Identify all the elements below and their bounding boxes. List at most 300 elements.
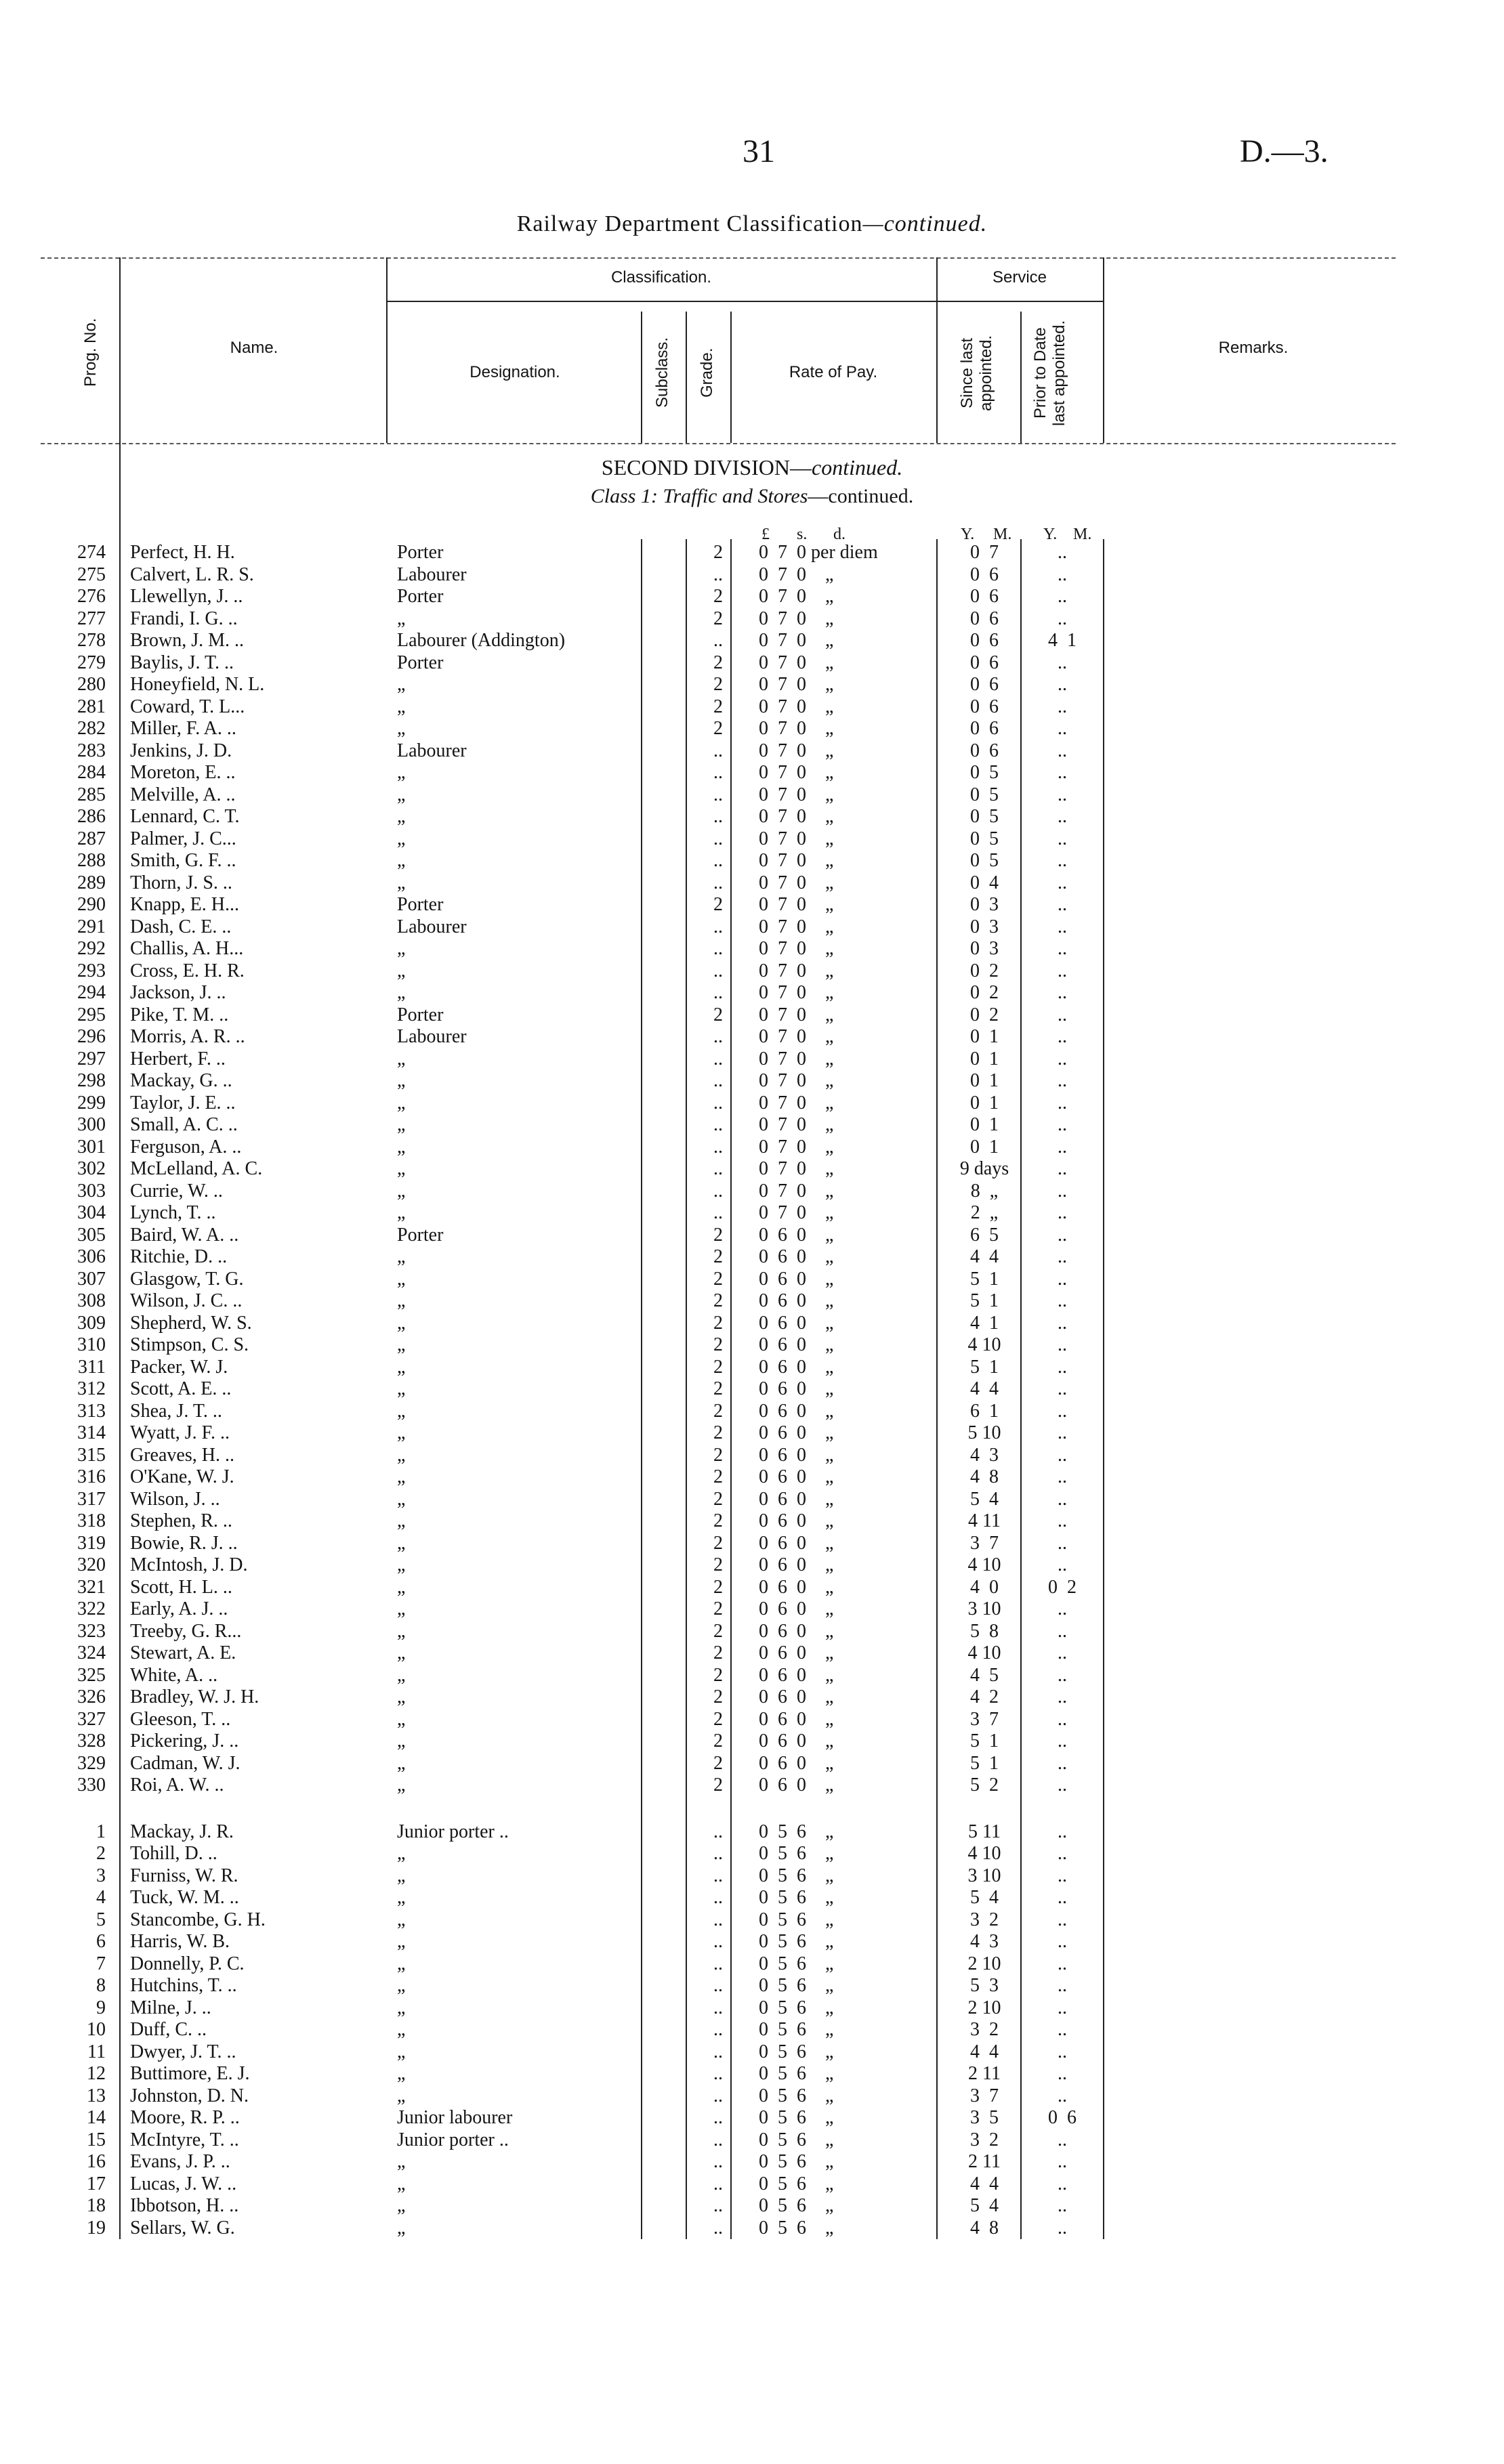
service-since-last: 3 2 bbox=[970, 2019, 999, 2040]
grade: 2 bbox=[713, 1686, 723, 1707]
employee-name: Johnston, D. N. bbox=[130, 2085, 249, 2106]
rate-of-pay: 0 6 0 „ bbox=[759, 1730, 834, 1751]
prog-number: 285 bbox=[77, 784, 106, 805]
employee-name: Cadman, W. J. bbox=[130, 1752, 241, 1774]
service-prior: .. bbox=[1058, 1997, 1067, 2018]
service-since-last: 4 10 bbox=[967, 1554, 1001, 1575]
prog-number: 323 bbox=[77, 1620, 106, 1642]
rate-of-pay: 0 7 0 „ bbox=[759, 982, 834, 1003]
rate-of-pay: 0 6 0 „ bbox=[759, 1246, 834, 1267]
designation: „ bbox=[397, 1290, 406, 1311]
service-prior: .. bbox=[1058, 1843, 1067, 1864]
rate-of-pay: 0 6 0 „ bbox=[759, 1444, 834, 1466]
designation: „ bbox=[397, 1843, 406, 1864]
service-prior: .. bbox=[1058, 1114, 1067, 1135]
rate-of-pay: 0 7 0 „ bbox=[759, 1114, 834, 1135]
prog-number: 303 bbox=[77, 1180, 106, 1202]
prog-number: 319 bbox=[77, 1532, 106, 1554]
service-since-last: 5 4 bbox=[970, 1488, 999, 1510]
service-prior: .. bbox=[1058, 2217, 1067, 2238]
rate-of-pay: 0 7 0 „ bbox=[759, 1070, 834, 1091]
rate-of-pay-header: Rate of Pay. bbox=[789, 363, 878, 381]
service-since-last: 0 7 bbox=[970, 542, 999, 563]
prog-number: 277 bbox=[77, 608, 106, 629]
service-since-last: 0 5 bbox=[970, 850, 999, 871]
prog-number: 300 bbox=[77, 1114, 106, 1135]
service-prior: .. bbox=[1058, 1224, 1067, 1246]
rule-service-remarks bbox=[1103, 257, 1104, 443]
employee-name: Shepherd, W. S. bbox=[130, 1312, 252, 1334]
prog-number: 15 bbox=[87, 2129, 106, 2150]
prog-number: 3 bbox=[96, 1865, 106, 1886]
employee-name: Scott, H. L. .. bbox=[130, 1576, 232, 1598]
designation: „ bbox=[397, 1620, 406, 1642]
designation: Porter bbox=[397, 542, 444, 563]
service-prior: .. bbox=[1058, 2085, 1067, 2106]
unit-months-since: M. bbox=[993, 526, 1012, 543]
service-since-last: 4 2 bbox=[970, 1686, 999, 1707]
grade: .. bbox=[713, 872, 723, 893]
rate-of-pay: 0 6 0 „ bbox=[759, 1708, 834, 1730]
division-heading bbox=[379, 455, 1125, 480]
unit-shillings: s. bbox=[797, 526, 808, 543]
rate-of-pay: 0 7 0 „ bbox=[759, 586, 834, 607]
prog-number: 5 bbox=[96, 1909, 106, 1930]
service-since-last: 3 7 bbox=[970, 2085, 999, 2106]
service-since-last: 0 1 bbox=[970, 1114, 999, 1135]
table-row bbox=[0, 806, 1504, 828]
employee-name: Duff, C. .. bbox=[130, 2019, 207, 2040]
designation: „ bbox=[397, 1246, 406, 1267]
table-row bbox=[0, 872, 1504, 894]
grade: 2 bbox=[713, 608, 723, 629]
employee-name: White, A. .. bbox=[130, 1664, 218, 1686]
service-prior: .. bbox=[1058, 1554, 1067, 1575]
designation: „ bbox=[397, 718, 406, 739]
prog-number: 288 bbox=[77, 850, 106, 871]
employee-name: Ferguson, A. .. bbox=[130, 1136, 242, 1157]
grade: .. bbox=[713, 1909, 723, 1930]
grade: 2 bbox=[713, 674, 723, 695]
service-prior: .. bbox=[1058, 1290, 1067, 1311]
service-prior: .. bbox=[1058, 1334, 1067, 1355]
table-row bbox=[0, 1334, 1504, 1356]
table-row bbox=[0, 1775, 1504, 1796]
prog-number: 314 bbox=[77, 1422, 106, 1443]
grade: 2 bbox=[713, 1775, 723, 1796]
prog-number: 299 bbox=[77, 1092, 106, 1113]
prog-number: 293 bbox=[77, 960, 106, 981]
designation: „ bbox=[397, 2173, 406, 2194]
rate-of-pay: 0 6 0 „ bbox=[759, 1422, 834, 1443]
service-prior: .. bbox=[1058, 1378, 1067, 1399]
designation: „ bbox=[397, 1202, 406, 1223]
rule-service-under bbox=[936, 301, 1103, 302]
prog-number: 286 bbox=[77, 806, 106, 827]
table-row bbox=[0, 1181, 1504, 1202]
grade: 2 bbox=[713, 1730, 723, 1751]
rule-desig-sub bbox=[641, 312, 642, 443]
service-prior: .. bbox=[1058, 1642, 1067, 1663]
grade: .. bbox=[713, 982, 723, 1003]
designation: „ bbox=[397, 762, 406, 783]
table-row bbox=[0, 630, 1504, 652]
rate-of-pay: 0 6 0 „ bbox=[759, 1532, 834, 1554]
service-since-last: 0 3 bbox=[970, 916, 999, 937]
rate-of-pay: 0 5 6 „ bbox=[759, 1865, 834, 1886]
prog-number: 278 bbox=[77, 630, 106, 651]
grade: 2 bbox=[713, 1268, 723, 1290]
prog-number: 310 bbox=[77, 1334, 106, 1355]
table-row bbox=[0, 1730, 1504, 1752]
designation: „ bbox=[397, 982, 406, 1003]
employee-name: McIntosh, J. D. bbox=[130, 1554, 248, 1575]
designation: „ bbox=[397, 872, 406, 893]
prog-number: 279 bbox=[77, 652, 106, 673]
rate-of-pay: 0 7 0 „ bbox=[759, 1158, 834, 1179]
service-prior: .. bbox=[1058, 1444, 1067, 1466]
table-row bbox=[0, 1554, 1504, 1576]
service-since-last: 0 6 bbox=[970, 674, 999, 695]
designation: „ bbox=[397, 1378, 406, 1399]
grade: .. bbox=[713, 1114, 723, 1135]
service-prior: .. bbox=[1058, 938, 1067, 959]
service-prior: .. bbox=[1058, 1821, 1067, 1842]
prog-number: 282 bbox=[77, 718, 106, 739]
employee-name: Wyatt, J. F. .. bbox=[130, 1422, 230, 1443]
service-since-last: 0 4 bbox=[970, 872, 999, 893]
service-prior: .. bbox=[1058, 982, 1067, 1003]
table-row bbox=[0, 1313, 1504, 1334]
employee-name: Sellars, W. G. bbox=[130, 2217, 235, 2238]
rate-of-pay: 0 5 6 „ bbox=[759, 2151, 834, 2172]
designation: Junior porter .. bbox=[397, 1821, 509, 1842]
rate-of-pay: 0 5 6 „ bbox=[759, 2195, 834, 2216]
rate-of-pay: 0 7 0 „ bbox=[759, 894, 834, 915]
service-prior: .. bbox=[1058, 894, 1067, 915]
service-since-last: 0 2 bbox=[970, 982, 999, 1003]
grade: .. bbox=[713, 1975, 723, 1996]
rate-of-pay: 0 5 6 „ bbox=[759, 2129, 834, 2150]
table-row bbox=[0, 1953, 1504, 1975]
service-prior: .. bbox=[1058, 762, 1067, 783]
service-prior: .. bbox=[1058, 1953, 1067, 1974]
table-row bbox=[0, 1290, 1504, 1312]
service-prior: .. bbox=[1058, 1775, 1067, 1796]
designation: „ bbox=[397, 1268, 406, 1290]
grade: 2 bbox=[713, 1290, 723, 1311]
rate-of-pay: 0 6 0 „ bbox=[759, 1312, 834, 1334]
table-row bbox=[0, 2129, 1504, 2151]
grade: .. bbox=[713, 1953, 723, 1974]
service-prior: .. bbox=[1058, 1092, 1067, 1113]
service-prior: .. bbox=[1058, 828, 1067, 849]
rate-of-pay: 0 6 0 „ bbox=[759, 1554, 834, 1575]
rate-of-pay: 0 5 6 „ bbox=[759, 2063, 834, 2084]
designation: „ bbox=[397, 850, 406, 871]
prog-number: 313 bbox=[77, 1400, 106, 1422]
service-prior: .. bbox=[1058, 718, 1067, 739]
grade: 2 bbox=[713, 1400, 723, 1422]
prog-number: 312 bbox=[77, 1378, 106, 1399]
grade: .. bbox=[713, 2129, 723, 2150]
designation: Porter bbox=[397, 652, 444, 673]
designation: „ bbox=[397, 2019, 406, 2040]
service-prior: .. bbox=[1058, 1158, 1067, 1179]
service-since-last: 0 5 bbox=[970, 828, 999, 849]
service-since-last: 5 1 bbox=[970, 1752, 999, 1774]
rate-of-pay: 0 5 6 „ bbox=[759, 2019, 834, 2040]
service-since-last: 0 6 bbox=[970, 696, 999, 717]
employee-name: Bradley, W. J. H. bbox=[130, 1686, 259, 1707]
employee-name: Palmer, J. C... bbox=[130, 828, 236, 849]
class-name: Traffic and Stores bbox=[663, 485, 808, 507]
service-since-last: 4 1 bbox=[970, 1312, 999, 1334]
table-row bbox=[0, 718, 1504, 740]
designation: Labourer bbox=[397, 740, 467, 761]
grade: 2 bbox=[713, 1466, 723, 1487]
rate-of-pay: 0 6 0 „ bbox=[759, 1290, 834, 1311]
prog-number: 281 bbox=[77, 696, 106, 717]
prog-number: 291 bbox=[77, 916, 106, 937]
table-row bbox=[0, 1422, 1504, 1444]
designation: „ bbox=[397, 608, 406, 629]
designation: „ bbox=[397, 1400, 406, 1422]
employee-name: Pike, T. M. .. bbox=[130, 1004, 229, 1025]
table-row bbox=[0, 1975, 1504, 1997]
service-since-last: 0 2 bbox=[970, 1004, 999, 1025]
grade: .. bbox=[713, 2195, 723, 2216]
designation: Porter bbox=[397, 1004, 444, 1025]
grade: .. bbox=[713, 1026, 723, 1047]
designation: „ bbox=[397, 960, 406, 981]
prog-number: 280 bbox=[77, 674, 106, 695]
prog-number: 309 bbox=[77, 1312, 106, 1334]
employee-name: Smith, G. F. .. bbox=[130, 850, 236, 871]
designation: Porter bbox=[397, 894, 444, 915]
service-prior: .. bbox=[1058, 1887, 1067, 1908]
designation: „ bbox=[397, 1114, 406, 1135]
designation: „ bbox=[397, 1356, 406, 1378]
grade: .. bbox=[713, 2019, 723, 2040]
service-prior: .. bbox=[1058, 1400, 1067, 1422]
service-prior: .. bbox=[1058, 2063, 1067, 2084]
rate-of-pay: 0 7 0 „ bbox=[759, 1136, 834, 1157]
class-continued: —continued. bbox=[808, 485, 914, 507]
employee-name: Llewellyn, J. .. bbox=[130, 586, 243, 607]
rule-since-prior bbox=[1020, 312, 1022, 443]
service-prior: .. bbox=[1058, 916, 1067, 937]
table-row bbox=[0, 1246, 1504, 1268]
employee-name: Tohill, D. .. bbox=[130, 1843, 217, 1864]
service-since-last: 4 4 bbox=[970, 2173, 999, 2194]
prog-number: 10 bbox=[87, 2019, 106, 2040]
table-row bbox=[0, 1533, 1504, 1554]
grade: 2 bbox=[713, 1422, 723, 1443]
service-since-last: 0 1 bbox=[970, 1070, 999, 1091]
designation: „ bbox=[397, 1752, 406, 1774]
employee-name: Calvert, L. R. S. bbox=[130, 564, 254, 585]
employee-name: Moore, R. P. .. bbox=[130, 2107, 240, 2128]
grade: .. bbox=[713, 1158, 723, 1179]
designation: „ bbox=[397, 1444, 406, 1466]
rate-of-pay: 0 5 6 „ bbox=[759, 1821, 834, 1842]
designation: Porter bbox=[397, 586, 444, 607]
table-row bbox=[0, 1821, 1504, 1843]
table-row bbox=[0, 2085, 1504, 2107]
table-row bbox=[0, 1577, 1504, 1598]
employee-name: Jackson, J. .. bbox=[130, 982, 226, 1003]
prog-number: 275 bbox=[77, 564, 106, 585]
rate-of-pay: 0 6 0 „ bbox=[759, 1752, 834, 1774]
table-row bbox=[0, 1445, 1504, 1466]
service-since-last: 0 3 bbox=[970, 894, 999, 915]
grade: 2 bbox=[713, 1378, 723, 1399]
prog-number: 292 bbox=[77, 938, 106, 959]
service-since-last: 3 2 bbox=[970, 1909, 999, 1930]
grade: .. bbox=[713, 2085, 723, 2106]
rate-of-pay: 0 5 6 „ bbox=[759, 1975, 834, 1996]
table-row bbox=[0, 696, 1504, 718]
designation: „ bbox=[397, 1865, 406, 1886]
designation: „ bbox=[397, 2151, 406, 2172]
table-row bbox=[0, 1225, 1504, 1246]
service-since-last: 4 10 bbox=[967, 1843, 1001, 1864]
employee-name: Cross, E. H. R. bbox=[130, 960, 245, 981]
service-since-last: 0 6 bbox=[970, 630, 999, 651]
designation: „ bbox=[397, 2063, 406, 2084]
employee-name: Furniss, W. R. bbox=[130, 1865, 238, 1886]
table-row bbox=[0, 674, 1504, 696]
table-row bbox=[0, 1357, 1504, 1378]
table-row bbox=[0, 1202, 1504, 1224]
designation: „ bbox=[397, 2217, 406, 2238]
page-number: 31 bbox=[743, 133, 775, 169]
prog-number: 321 bbox=[77, 1576, 106, 1598]
grade: .. bbox=[713, 960, 723, 981]
prog-number: 324 bbox=[77, 1642, 106, 1663]
grade: 2 bbox=[713, 1312, 723, 1334]
employee-name: Greaves, H. .. bbox=[130, 1444, 234, 1466]
prog-number: 283 bbox=[77, 740, 106, 761]
employee-name: Hutchins, T. .. bbox=[130, 1975, 237, 1996]
designation: Junior porter .. bbox=[397, 2129, 509, 2150]
prog-number: 322 bbox=[77, 1598, 106, 1619]
service-since-last: 4 10 bbox=[967, 1642, 1001, 1663]
rate-of-pay: 0 7 0 „ bbox=[759, 718, 834, 739]
grade: .. bbox=[713, 630, 723, 651]
prog-number: 13 bbox=[87, 2085, 106, 2106]
service-prior: .. bbox=[1058, 1202, 1067, 1223]
prog-number: 289 bbox=[77, 872, 106, 893]
rate-of-pay: 0 6 0 „ bbox=[759, 1576, 834, 1598]
employee-name: Roi, A. W. .. bbox=[130, 1775, 224, 1796]
rate-of-pay: 0 7 0 „ bbox=[759, 784, 834, 805]
service-since-last: 3 7 bbox=[970, 1708, 999, 1730]
grade: 2 bbox=[713, 652, 723, 673]
table-row bbox=[0, 1114, 1504, 1136]
service-since-last: 3 7 bbox=[970, 1532, 999, 1554]
prog-number: 316 bbox=[77, 1466, 106, 1487]
rate-of-pay: 0 7 0 „ bbox=[759, 938, 834, 959]
prog-number: 2 bbox=[96, 1843, 106, 1864]
table-row bbox=[0, 1931, 1504, 1953]
designation: „ bbox=[397, 696, 406, 717]
grade: 2 bbox=[713, 1444, 723, 1466]
table-row bbox=[0, 1466, 1504, 1488]
rate-of-pay: 0 5 6 „ bbox=[759, 1887, 834, 1908]
table-row bbox=[0, 938, 1504, 960]
service-since-last: 0 5 bbox=[970, 762, 999, 783]
rate-of-pay: 0 6 0 „ bbox=[759, 1664, 834, 1686]
designation: „ bbox=[397, 1488, 406, 1510]
table-row bbox=[0, 1092, 1504, 1114]
rule-classification-under bbox=[386, 301, 936, 302]
remarks-header: Remarks. bbox=[1218, 339, 1289, 357]
prog-number: 302 bbox=[77, 1158, 106, 1179]
employee-name: Ritchie, D. .. bbox=[130, 1246, 228, 1267]
service-prior: 4 1 bbox=[1048, 630, 1077, 651]
service-prior: 0 6 bbox=[1048, 2107, 1077, 2128]
grade: 2 bbox=[713, 1554, 723, 1575]
service-since-last: 4 5 bbox=[970, 1664, 999, 1686]
rate-of-pay: 0 5 6 „ bbox=[759, 1931, 834, 1952]
employee-name: Stancombe, G. H. bbox=[130, 1909, 266, 1930]
service-since-last: 5 2 bbox=[970, 1775, 999, 1796]
service-prior: .. bbox=[1058, 652, 1067, 673]
service-since-last: 4 4 bbox=[970, 1246, 999, 1267]
table-row bbox=[0, 1510, 1504, 1532]
grade: 2 bbox=[713, 1620, 723, 1642]
service-since-last: 0 1 bbox=[970, 1092, 999, 1113]
designation: „ bbox=[397, 1334, 406, 1355]
grade: .. bbox=[713, 1180, 723, 1202]
service-since-last: 5 1 bbox=[970, 1730, 999, 1751]
table-row bbox=[0, 1843, 1504, 1865]
service-since-last: 0 6 bbox=[970, 608, 999, 629]
subclass-header: Subclass. bbox=[653, 337, 671, 408]
table-title-main: Railway Department Classification bbox=[516, 211, 863, 236]
table-row bbox=[0, 2107, 1504, 2129]
employee-name: Morris, A. R. .. bbox=[130, 1026, 245, 1047]
name-header: Name. bbox=[230, 339, 278, 357]
employee-name: Dwyer, J. T. .. bbox=[130, 2041, 236, 2062]
rate-of-pay: 0 7 0 „ bbox=[759, 806, 834, 827]
designation: „ bbox=[397, 1576, 406, 1598]
table-row bbox=[0, 1489, 1504, 1510]
service-since-last: 4 3 bbox=[970, 1444, 999, 1466]
rate-of-pay: 0 5 6 „ bbox=[759, 2041, 834, 2062]
employee-name: Tuck, W. M. .. bbox=[130, 1887, 239, 1908]
employee-name: Packer, W. J. bbox=[130, 1356, 228, 1378]
classification-header: Classification. bbox=[610, 268, 712, 286]
designation: Labourer (Addington) bbox=[397, 630, 566, 651]
grade: 2 bbox=[713, 718, 723, 739]
rate-of-pay: 0 6 0 „ bbox=[759, 1686, 834, 1707]
table-row bbox=[0, 1378, 1504, 1400]
prog-number: 298 bbox=[77, 1070, 106, 1091]
employee-name: Brown, J. M. .. bbox=[130, 630, 245, 651]
grade: .. bbox=[713, 1887, 723, 1908]
designation: „ bbox=[397, 806, 406, 827]
service-since-last: 0 1 bbox=[970, 1026, 999, 1047]
rate-of-pay: 0 6 0 „ bbox=[759, 1775, 834, 1796]
table-row bbox=[0, 1642, 1504, 1664]
service-since-last: 2 10 bbox=[967, 1997, 1001, 2018]
service-prior: .. bbox=[1058, 1975, 1067, 1996]
designation: Labourer bbox=[397, 1026, 467, 1047]
division-title: SECOND DIVISION— bbox=[601, 455, 812, 480]
